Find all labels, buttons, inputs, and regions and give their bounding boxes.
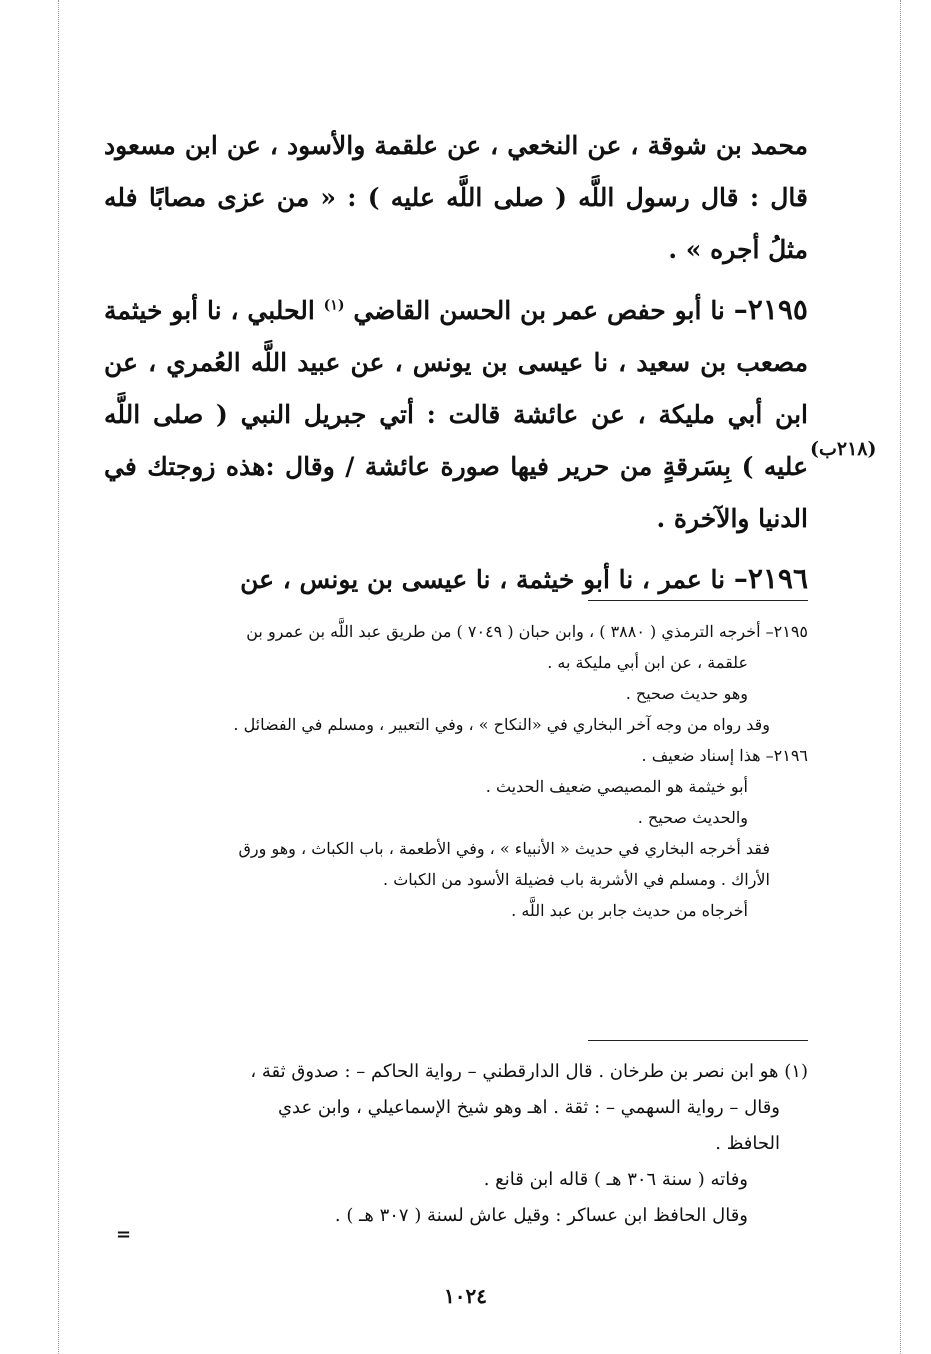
footnote-ref: (١) [323,297,345,314]
hadith-number: ٢١٩٦– [733,562,808,595]
hadith-2195 [104,284,808,545]
note-line: أبو خيثمة هو المصيصي ضعيف الحديث . [485,777,748,796]
takhrij-notes [104,616,808,926]
note-line: وهو حديث صحيح . [625,684,748,703]
continuation-mark: = [116,1224,132,1245]
footnote-1 [104,1054,808,1234]
note-line: ٢١٩٦– هذا إسناد ضعيف . [641,746,808,765]
note-line: الأراك . ومسلم في الأشربة باب فضيلة الأسود من الكباث . [383,870,770,889]
notes-separator [588,600,808,601]
note-line: والحديث صحيح . [637,808,748,827]
hadith-number: ٢١٩٥– [733,293,808,326]
scan-guide-line [58,0,59,1354]
narration-marker: نا [710,296,725,325]
footnote-separator [588,1040,808,1041]
footnote-line: وفاته ( سنة ٣٠٦ هـ ) قاله ابن قانع . [483,1169,748,1190]
note-line: أخرجاه من حديث جابر بن عبد اللَّه . [511,901,748,920]
note-line: فقد أخرجه البخاري في حديث « الأنبياء » ، وفي الأطعمة ، باب الكباث ، وهو ورق [238,839,770,858]
scan-guide-line [900,0,901,1354]
footnote-line: الحافظ . [715,1133,780,1154]
note-line: ٢١٩٥– أخرجه الترمذي ( ٣٨٨٠ ) ، وابن حبان ( ٧٠٤٩ ) من طريق عبد اللَّه بن عمرو بن [246,622,808,641]
margin-folio-note: (٢١٨ب) [810,438,877,460]
hadith-2196 [104,553,808,606]
note-line: وقد رواه من وجه آخر البخاري في «النكاح » ، وفي التعبير ، ومسلم في الفضائل . [233,715,770,734]
footnote-line: وقال – رواية السهمي – : ثقة . اهـ وهو شيخ الإسماعيلي ، وابن عدي [277,1097,780,1118]
hadith-text: الحلبي ، نا أبو خيثمة مصعب بن سعيد ، نا عيسى بن يونس ، عن عبيد اللَّه العُمري ، عن ابن أبي مليكة ، عن عائشة قالت : أتي جبريل النبي ( صلى اللَّه عليه ) بِسَرقةٍ من حرير فيها صورة عائشة / وقال :هذه زوجتك في الدنيا والآخرة . [104,296,808,533]
narration-marker: نا [710,565,726,594]
main-text [104,120,808,606]
paragraph-continuation: محمد بن شوقة ، عن النخعي ، عن علقمة والأسود ، عن ابن مسعود قال : قال رسول اللَّه ( صلى اللَّه عليه ) : « من عزى مصابًا فله مثلُ أجره » . [104,131,808,264]
hadith-text: أبو حفص عمر بن الحسن القاضي [353,296,702,325]
footnote-line: وقال الحافظ ابن عساكر : وقيل عاش لسنة ( ٣٠٧ هـ ) . [334,1205,748,1226]
page-number: ١٠٢٤ [444,1284,487,1308]
hadith-text: عمر ، نا أبو خيثمة ، نا عيسى بن يونس ، عن [240,565,702,594]
note-line: علقمة ، عن ابن أبي مليكة به . [547,653,748,672]
footnote-line: (١) هو ابن نصر بن طرخان . قال الدارقطني – رواية الحاكم – : صدوق ثقة ، [250,1061,808,1082]
